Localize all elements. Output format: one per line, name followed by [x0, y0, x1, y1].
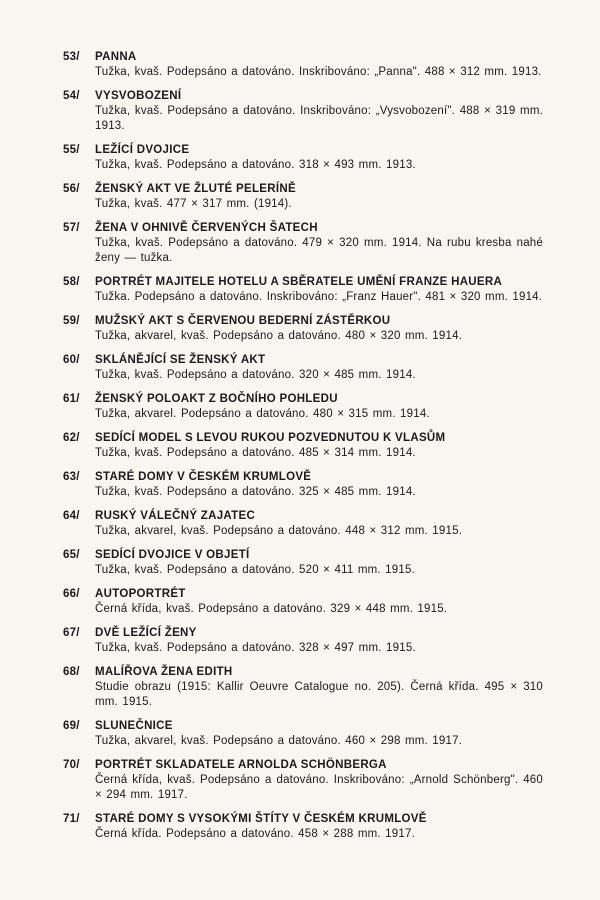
entry-number: 55/	[63, 144, 80, 156]
entry-description: Tužka, kvaš. Podepsáno a datováno. 479 × 320 mm. 1914. Na rubu kresba nahé ženy — tužka.	[95, 237, 543, 264]
entry-title: ŽENSKÝ AKT VE ŽLUTÉ PELERÍNĚ	[95, 183, 296, 195]
entry-number: 57/	[63, 222, 80, 234]
entry-description: Tužka, kvaš. Podepsáno a datováno. 485 × 314 mm. 1914.	[95, 447, 416, 459]
entry-content	[95, 182, 543, 212]
entry-description: Tužka, kvaš. Podepsáno a datováno. Inskribováno: „Vysvobození". 488 × 319 mm. 1913.	[95, 105, 543, 132]
entry-content	[95, 548, 543, 578]
entry-number: 70/	[63, 759, 80, 771]
entry-content	[95, 143, 543, 173]
entry-number: 71/	[63, 813, 80, 825]
catalog-entry	[63, 431, 543, 461]
entry-description: Tužka, kvaš. Podepsáno a datováno. 318 × 493 mm. 1913.	[95, 159, 416, 171]
entry-title: RUSKÝ VÁLEČNÝ ZAJATEC	[95, 510, 256, 522]
entry-description: Tužka, akvarel, kvaš. Podepsáno a datováno. 480 × 320 mm. 1914.	[95, 330, 463, 342]
entry-title: VYSVOBOZENÍ	[95, 90, 182, 102]
catalog-entry	[63, 182, 543, 212]
entry-number: 67/	[63, 627, 80, 639]
entry-description: Tužka, akvarel, kvaš. Podepsáno a datováno. 460 × 298 mm. 1917.	[95, 735, 463, 747]
entry-number: 68/	[63, 666, 80, 678]
entry-title: SKLÁNĚJÍCÍ SE ŽENSKÝ AKT	[95, 354, 266, 366]
entry-title: PANNA	[95, 51, 137, 63]
entry-description: Tužka, kvaš. Podepsáno a datováno. 325 × 485 mm. 1914.	[95, 486, 416, 498]
catalog-entry	[63, 665, 543, 710]
entry-title: SEDÍCÍ MODEL S LEVOU RUKOU POZVEDNUTOU K VLASŮM	[95, 432, 446, 444]
entry-number: 63/	[63, 471, 80, 483]
catalog-entry-list	[63, 50, 543, 842]
catalog-entry	[63, 812, 543, 842]
entry-title: AUTOPORTRÉT	[95, 588, 186, 600]
entry-title: MALÍŘOVA ŽENA EDITH	[95, 666, 233, 678]
entry-content	[95, 509, 543, 539]
entry-title: DVĚ LEŽÍCÍ ŽENY	[95, 627, 197, 639]
entry-title: STARÉ DOMY V ČESKÉM KRUMLOVĚ	[95, 471, 312, 483]
entry-content	[95, 221, 543, 266]
entry-content	[95, 812, 543, 842]
entry-description: Černá křída, kvaš. Podepsáno a datováno. Inskribováno: „Arnold Schönberg". 460 × 294 mm. 1917.	[95, 774, 543, 801]
entry-number: 61/	[63, 393, 80, 405]
entry-title: PORTRÉT SKLADATELE ARNOLDA SCHÖNBERGA	[95, 759, 387, 771]
entry-content	[95, 50, 543, 80]
entry-title: SLUNEČNICE	[95, 720, 173, 732]
entry-number: 59/	[63, 315, 80, 327]
entry-description: Tužka, kvaš. Podepsáno a datováno. 320 × 485 mm. 1914.	[95, 369, 416, 381]
entry-content	[95, 626, 543, 656]
entry-description: Tužka, kvaš. 477 × 317 mm. (1914).	[95, 198, 292, 210]
entry-content	[95, 89, 543, 134]
catalog-entry	[63, 470, 543, 500]
entry-number: 66/	[63, 588, 80, 600]
entry-number: 69/	[63, 720, 80, 732]
entry-number: 60/	[63, 354, 80, 366]
entry-content	[95, 665, 543, 710]
catalog-entry	[63, 548, 543, 578]
entry-title: ŽENA V OHNIVĚ ČERVENÝCH ŠATECH	[95, 222, 318, 234]
entry-content	[95, 314, 543, 344]
entry-description: Tužka, kvaš. Podepsáno a datováno. 520 × 411 mm. 1915.	[95, 564, 415, 576]
entry-content	[95, 587, 543, 617]
entry-content	[95, 353, 543, 383]
entry-number: 58/	[63, 276, 80, 288]
catalog-entry	[63, 89, 543, 134]
entry-content	[95, 275, 543, 305]
entry-description: Tužka, kvaš. Podepsáno a datováno. Inskribováno: „Panna". 488 × 312 mm. 1913.	[95, 66, 542, 78]
entry-title: MUŽSKÝ AKT S ČERVENOU BEDERNÍ ZÁSTĚRKOU	[95, 315, 391, 327]
entry-content	[95, 470, 543, 500]
entry-number: 53/	[63, 51, 80, 63]
catalog-entry	[63, 392, 543, 422]
entry-title: STARÉ DOMY S VYSOKÝMI ŠTÍTY V ČESKÉM KRUMLOVĚ	[95, 813, 427, 825]
catalog-entry	[63, 275, 543, 305]
entry-content	[95, 758, 543, 803]
entry-number: 54/	[63, 90, 80, 102]
entry-description: Tužka, akvarel, kvaš. Podepsáno a datováno. 448 × 312 mm. 1915.	[95, 525, 463, 537]
entry-description: Černá křída, kvaš. Podepsáno a datováno. 329 × 448 mm. 1915.	[95, 603, 448, 615]
entry-content	[95, 719, 543, 749]
entry-title: LEŽÍCÍ DVOJICE	[95, 144, 190, 156]
entry-description: Tužka. Podepsáno a datováno. Inskribováno: „Franz Hauer". 481 × 320 mm. 1914.	[95, 291, 543, 303]
entry-description: Černá křída. Podepsáno a datováno. 458 × 288 mm. 1917.	[95, 828, 415, 840]
catalog-entry	[63, 626, 543, 656]
catalog-entry	[63, 719, 543, 749]
entry-number: 56/	[63, 183, 80, 195]
catalog-entry	[63, 353, 543, 383]
catalog-entry	[63, 143, 543, 173]
catalog-entry	[63, 314, 543, 344]
entry-description: Studie obrazu (1915: Kallir Oeuvre Catalogue no. 205). Černá křída. 495 × 310 mm. 1915.	[95, 681, 543, 708]
entry-description: Tužka, akvarel. Podepsáno a datováno. 480 × 315 mm. 1914.	[95, 408, 430, 420]
catalog-entry	[63, 587, 543, 617]
entry-title: ŽENSKÝ POLOAKT Z BOČNÍHO POHLEDU	[95, 393, 338, 405]
entry-content	[95, 392, 543, 422]
catalog-entry	[63, 509, 543, 539]
entry-content	[95, 431, 543, 461]
entry-number: 62/	[63, 432, 80, 444]
catalog-entry	[63, 758, 543, 803]
entry-number: 65/	[63, 549, 80, 561]
catalog-entry	[63, 50, 543, 80]
entry-title: PORTRÉT MAJITELE HOTELU A SBĚRATELE UMĚNÍ FRANZE HAUERA	[95, 276, 503, 288]
catalog-entry	[63, 221, 543, 266]
entry-title: SEDÍCÍ DVOJICE V OBJETÍ	[95, 549, 250, 561]
entry-description: Tužka, kvaš. Podepsáno a datováno. 328 × 497 mm. 1915.	[95, 642, 416, 654]
entry-number: 64/	[63, 510, 80, 522]
